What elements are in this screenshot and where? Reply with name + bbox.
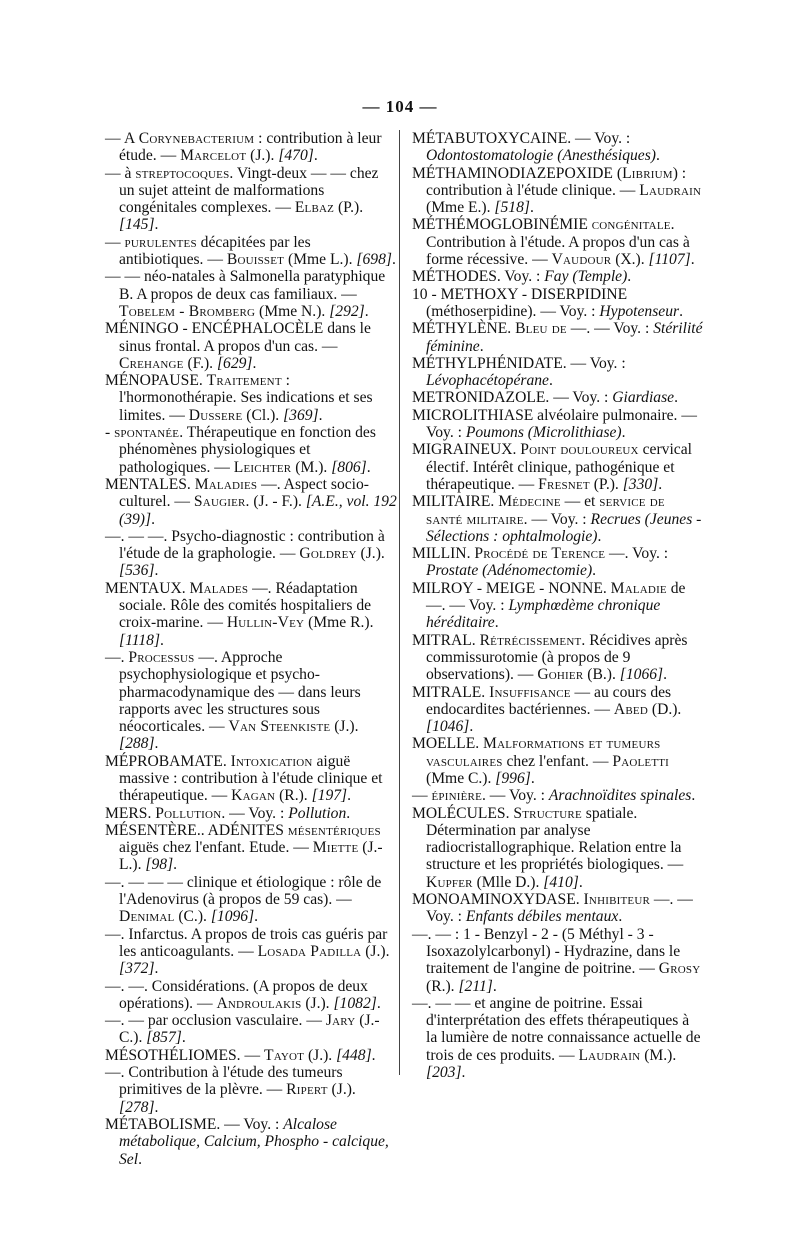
index-entry (105, 926, 397, 978)
entry-text: (Mme L.). (284, 251, 357, 269)
entry-text: —. Contribution à l'étude des tumeurs primitives de la plèvre. — (105, 1064, 343, 1099)
small-caps-text: Leichter (233, 458, 292, 476)
entry-text: (M.). (291, 458, 332, 476)
small-caps-text: Elbaz (294, 199, 335, 217)
entry-text: (J.). (361, 942, 390, 960)
entry-text: . (J. - F.). (245, 493, 306, 511)
entry-text: —. Aspect socio-culturel. — (119, 475, 369, 511)
entry-text: MILITAIRE. (412, 493, 499, 511)
italic-text: Recrues (Jeunes - Sélections : ophtalmologie) (426, 510, 702, 545)
entry-text: décapitées par les antibiotiques. — (119, 233, 311, 269)
entry-text: spatiale. Détermination par analyse radiocristallographique. Relation entre la structure et les propriétés biologiques. — (426, 804, 684, 874)
small-caps-text: Point douloureux (520, 441, 639, 459)
entry-text: (R.). (426, 977, 459, 995)
entry-text: . (663, 666, 668, 684)
italic-text: [372] (119, 960, 155, 978)
small-caps-text: congénitale (591, 216, 671, 234)
entry-text: aiguë massive : contribution à l'étude clinique et thérapeutique. — (119, 752, 383, 805)
italic-text: [369] (283, 406, 319, 424)
italic-text: [1066] (619, 666, 664, 684)
small-caps-text: mésentériques (287, 821, 381, 839)
small-caps-text: Tobelem - Bromberg (119, 302, 256, 320)
small-caps-text: Maladie (610, 579, 667, 597)
small-caps-text: Losada Padilla (257, 942, 362, 960)
italic-text: Pollution (288, 804, 347, 822)
index-entry (412, 493, 704, 545)
entry-text: METRONIDAZOLE. — Voy. : (412, 389, 613, 407)
entry-text: MICROLITHIASE alvéolaire pulmonaire. — Voy. : (412, 406, 697, 442)
small-caps-text: Hullin-Vey (226, 614, 305, 632)
entry-text: —. Approche psychophysiologique et psycho-pharmacodynamique des — dans leurs rapports avec les structures sous néocorticales. — (119, 648, 361, 736)
italic-text: [292] (329, 302, 365, 320)
small-caps-text: — A (105, 130, 139, 147)
italic-text: [A.E., vol. 192 (39)] (119, 493, 397, 528)
index-entry (412, 926, 704, 995)
entry-text: . — Voy. : (221, 804, 289, 822)
entry-text: (J.-L.). (119, 839, 383, 874)
small-caps-text: Van Steenkiste (228, 718, 331, 736)
small-caps-text: Intoxication (230, 752, 313, 770)
index-entry (412, 441, 704, 493)
index-entry (412, 268, 704, 285)
small-caps-text: Dussere (188, 406, 243, 424)
index-entry (105, 234, 397, 269)
italic-text: [536] (119, 562, 155, 580)
small-caps-text: spontanée (114, 424, 180, 442)
entry-text: —. — : 1 - Benzyl - 2 - (5 Méthyl - 3 - Isoxazolylcarbonyl) - Hydrazine, dans le traitement de l'angine de poitrine. — (412, 925, 681, 978)
entry-text: MILLIN. (412, 545, 475, 563)
small-caps-text: Denimal (119, 908, 175, 926)
entry-text: —. — — — clinique et étiologique : rôle de l'Adenovirus (à propos de 59 cas). — (105, 873, 382, 909)
italic-text: [410] (543, 873, 579, 891)
entry-text: . (618, 908, 623, 926)
small-caps-text: Goldrey (299, 545, 357, 563)
entry-text: (Mme E.). (426, 199, 495, 217)
italic-text: Alcalose métabolique, Calcium, Phospho - calcique, Sel (119, 1115, 389, 1168)
small-caps-text: Maladies (194, 475, 258, 493)
small-caps-text: Malades (189, 579, 249, 597)
index-entry (412, 580, 704, 632)
index-entry (412, 216, 704, 268)
entry-text: . — Voy. : (481, 787, 549, 805)
entry-text: MÉTHÉMOGLOBINÉMIE (412, 216, 592, 234)
entry-text: —. (105, 648, 129, 666)
entry-text: . (138, 1150, 142, 1168)
entry-text: —. — Voy. : (426, 891, 693, 926)
entry-text: (J.). (330, 718, 359, 736)
index-entry (412, 787, 704, 804)
italic-text: [145] (119, 216, 155, 234)
index-entry (105, 874, 397, 926)
small-caps-text: Kupfer (426, 873, 473, 891)
entry-text: (C.). (174, 908, 211, 926)
italic-text: Stérilité féminine (426, 320, 703, 355)
index-entry (412, 165, 704, 217)
italic-text: Fay (Temple) (544, 268, 628, 286)
entry-text: . (252, 354, 257, 372)
entry-text: MILROY - MEIGE - NONNE. (412, 579, 611, 597)
entry-text: . Vingt-deux — — chez un sujet atteint de malformations congénitales complexes. — (119, 164, 379, 217)
small-caps-text: épinière (431, 787, 482, 805)
entry-text: 10 - METHOXY - DISERPIDINE (méthoserpidine). — Voy. : (412, 285, 628, 320)
italic-text: Arachnoïdites spinales (548, 787, 692, 805)
small-caps-text: Gohier (537, 666, 584, 684)
entry-text: MÉSENTÈRE.. ADÉNITES (105, 821, 288, 839)
entry-text: MÉNOPAUSE. (105, 372, 207, 390)
entry-text: . (530, 769, 535, 787)
entry-text: . (627, 268, 632, 286)
entry-text: MITRALE. (412, 683, 490, 701)
small-caps-text: streptocoques (135, 164, 230, 182)
entry-text: —. —. Considérations. (A propos de deux opérations). — (105, 977, 368, 1012)
entry-text: . (347, 787, 352, 805)
entry-text: —. — par occlusion vasculaire. — (105, 1012, 326, 1030)
left-column (105, 130, 397, 1168)
italic-text: [330] (622, 475, 659, 493)
entry-text: . (469, 718, 474, 736)
entry-text: (J.). (246, 147, 279, 165)
small-caps-text: Structure (513, 804, 582, 822)
index-entry (105, 1064, 397, 1116)
italic-text: [1046] (426, 718, 470, 736)
entry-text: . (578, 873, 583, 891)
italic-text: [278] (119, 1098, 155, 1116)
small-caps-text: Bleu de (515, 320, 567, 338)
index-entry (105, 165, 397, 234)
entry-text: . (494, 614, 499, 632)
index-entry (105, 320, 397, 372)
small-caps-text: Inhibiteur (583, 891, 650, 909)
column-divider (399, 130, 400, 1075)
entry-text: (Mme N.). (255, 302, 330, 320)
entry-text: —. Infarctus. A propos de trois cas guéris par les anticoagulants. — (105, 925, 388, 960)
entry-text: MENTAUX. (105, 579, 190, 597)
entry-text: . (529, 199, 534, 217)
entry-text: —. — — et angine de poitrine. Essai d'interprétation des effets thérapeutiques à la lumière de notre connaissance actuelle de trois de ces produits. — (412, 994, 701, 1064)
small-caps-text: Vaudour (551, 251, 612, 269)
entry-text: (B.). (583, 666, 620, 684)
entry-text: MERS. (105, 804, 156, 822)
entry-text: MÉPROBAMATE. (105, 752, 231, 770)
italic-text: [288] (119, 735, 155, 753)
small-caps-text: service de santé militaire (426, 493, 665, 528)
small-caps-text: Insuffisance (489, 683, 571, 701)
small-caps-text: Laudrain (578, 1046, 641, 1064)
entry-text: MITRAL. (412, 631, 480, 649)
small-caps-text: Laudrain (639, 181, 702, 199)
entry-text: (D.). (647, 700, 682, 718)
italic-text: Prostate (Adénomectomie) (426, 562, 593, 580)
italic-text: Odontostomatologie (Anesthésiques) (426, 147, 656, 165)
entry-text: (F.). (183, 354, 217, 372)
entry-text: (J.). (356, 545, 385, 563)
entry-text: (P.). (334, 199, 364, 217)
italic-text: [1082] (333, 994, 377, 1012)
index-entry (105, 528, 397, 580)
small-caps-text: Crehange (119, 354, 184, 372)
entry-text: MÉTHAMINODIAZEPOXIDE ( (412, 164, 623, 182)
entry-text: . (364, 302, 369, 320)
entry-text: de —. — Voy. : (426, 579, 686, 615)
entry-text: . (658, 475, 663, 493)
index-entry (105, 1047, 397, 1064)
italic-text: [857] (146, 1029, 182, 1047)
index-entry (412, 632, 704, 684)
small-caps-text: Corynebacterium (138, 130, 255, 147)
small-caps-text: Bouisset (226, 251, 285, 269)
entry-text: cervical électif. Intérêt clinique, pathogénique et thérapeutique. — (426, 441, 692, 493)
index-entry (412, 995, 704, 1081)
small-caps-text: Librium (622, 164, 673, 182)
italic-text: [203] (426, 1064, 462, 1082)
entry-text: MÉTHODES. Voy. : (412, 268, 545, 286)
italic-text: [518] (494, 199, 530, 217)
italic-text: Hypotenseur (599, 302, 680, 320)
index-entry (412, 891, 704, 926)
index-entry (412, 545, 704, 580)
index-entry (412, 407, 704, 442)
entry-text: . (173, 856, 178, 874)
entry-text: : l'hormonothérapie. Ses indications et ses limites. — (119, 372, 373, 424)
italic-text: [996] (495, 769, 531, 787)
small-caps-text: Malformations et tumeurs vasculaires (426, 735, 661, 770)
entry-text: (Mme R.). (304, 614, 374, 632)
italic-text: Giardiase (612, 389, 675, 407)
entry-text: — (105, 233, 125, 251)
entry-text: . (679, 302, 683, 320)
entry-text: (J.-C.). (119, 1012, 380, 1047)
index-entry (105, 1116, 397, 1168)
index-entry (412, 735, 704, 787)
small-caps-text: Jary (325, 1012, 356, 1030)
small-caps-text: Saugier (193, 493, 246, 511)
entry-text: MÉTABOLISME. — Voy. : (105, 1115, 284, 1133)
small-caps-text: Processus (128, 648, 195, 666)
index-entry (412, 684, 704, 736)
entry-text: — et (560, 493, 600, 511)
entry-text: MONOAMINOXYDASE. (412, 891, 584, 909)
index-entry (412, 320, 704, 355)
entry-text: (J.). (304, 1046, 337, 1064)
entry-text: : contribution à leur étude. — (119, 130, 382, 165)
small-caps-text: Pollution (155, 804, 222, 822)
page-number: — 104 — (362, 97, 438, 116)
entry-text: — (412, 787, 432, 805)
entry-text: . Récidives après commissurotomie (à propos de 9 observations). — (426, 631, 688, 684)
entry-text: (Cl.). (242, 406, 284, 424)
entry-text: . — Voy. : (523, 510, 591, 528)
index-entry (105, 476, 397, 528)
entry-text: MÉSOTHÉLIOMES. — (105, 1046, 264, 1064)
entry-text: . (154, 1098, 159, 1116)
small-caps-text: Traitement (206, 372, 282, 390)
italic-text: [698] (356, 251, 392, 269)
entry-text: — — néo-natales à Salmonella paratyphique B. A propos de deux cas familiaux. — (105, 268, 386, 303)
index-entry (105, 649, 397, 753)
entry-text: (Mlle D.). (472, 873, 544, 891)
entry-text: . (621, 424, 626, 442)
entry-text: . (492, 977, 497, 995)
entry-text: (P.). (589, 475, 623, 493)
italic-text: Enfants débiles mentaux (465, 908, 619, 926)
entry-text: MOLÉCULES. (412, 804, 514, 822)
index-entry (105, 753, 397, 805)
entry-text: (J.). (301, 994, 334, 1012)
italic-text: [629] (216, 354, 253, 372)
small-caps-text: Médecine (498, 493, 561, 511)
entry-text: . (479, 337, 484, 355)
entry-text: . (151, 510, 155, 528)
italic-text: [1096] (210, 908, 255, 926)
italic-text: Lymphœdème chronique héréditaire (426, 597, 661, 632)
small-caps-text: Miette (312, 839, 359, 857)
italic-text: [98] (145, 856, 174, 874)
entry-text: —. — —. Psycho-diagnostic : contribution à l'étude de la graphologie. — (105, 527, 385, 563)
small-caps-text: Androulakis (216, 994, 302, 1012)
entry-text: - (105, 424, 115, 442)
entry-text: —. — Voy. : (566, 320, 654, 338)
italic-text: [197] (311, 787, 348, 805)
small-caps-text: Ripert (286, 1081, 328, 1099)
entry-text: . (391, 251, 396, 269)
small-caps-text: Paoletti (612, 752, 670, 770)
entry-text: . (548, 372, 553, 390)
italic-text: [470] (278, 147, 314, 165)
entry-text: . (691, 787, 696, 805)
entry-text: chez l'enfant. — (502, 752, 613, 770)
small-caps-text: Tayot (263, 1046, 305, 1064)
entry-text: . (376, 994, 381, 1012)
entry-text: . Contribution à l'étude. A propos d'un cas à forme récessive. — (426, 216, 690, 269)
entry-text: MÉTHYLÈNE. (412, 320, 516, 338)
entry-text: . (366, 458, 371, 476)
small-caps-text: Fresnet (538, 475, 590, 493)
entry-text: MOELLE. (412, 735, 484, 753)
entry-text: . (181, 1029, 186, 1047)
index-entry (412, 355, 704, 390)
entry-text: . (690, 251, 695, 269)
entry-text: . (461, 1064, 466, 1082)
italic-text: [448] (336, 1046, 372, 1064)
index-entry (105, 580, 397, 649)
small-caps-text: Kagan (231, 787, 276, 805)
entry-text: ) : contribution à l'étude clinique. — (426, 164, 687, 199)
entry-text: (X.). (611, 251, 649, 269)
index-entry (105, 424, 397, 476)
entry-text: . (154, 960, 159, 978)
entry-text: . (655, 147, 660, 165)
entry-text: (R.). (275, 787, 312, 805)
entry-text: — au cours des endocardites bactériennes. — (426, 683, 672, 718)
entry-text: MIGRAINEUX. (412, 441, 521, 459)
index-entry (412, 389, 704, 406)
entry-text: . (592, 562, 597, 580)
small-caps-text: Marcelot (180, 147, 247, 165)
index-entry (412, 130, 704, 165)
index-entry (105, 372, 397, 424)
entry-text: (Mme C.). (426, 769, 496, 787)
entry-text: MENTALES. (105, 475, 195, 493)
entry-text: . (371, 1046, 376, 1064)
italic-text: [211] (458, 977, 493, 995)
entry-text: . Thérapeutique en fonction des phénomènes physiologiques et pathologiques. — (119, 424, 376, 476)
entry-text: . (346, 804, 351, 822)
italic-text: [1107] (648, 251, 691, 269)
entry-text: MÉTHYLPHÉNIDATE. — Voy. : (412, 354, 626, 372)
entry-text: . (597, 527, 602, 545)
entry-text: . (154, 216, 159, 234)
entry-text: . (318, 406, 323, 424)
italic-text: Poumons (Microlithiase) (465, 424, 622, 442)
index-entry (412, 286, 704, 321)
small-caps-text: Grosy (658, 960, 701, 978)
small-caps-text: purulentes (124, 233, 197, 251)
small-caps-text: Procédé de Terence (474, 545, 606, 563)
index-entry (412, 805, 704, 891)
entry-text: . (313, 147, 318, 165)
index-entry (105, 1012, 397, 1047)
entry-text: . (154, 562, 159, 580)
entry-text: aiguës chez l'enfant. Etude. — (119, 839, 313, 857)
entry-text: (J.). (327, 1081, 356, 1099)
italic-text: [806] (331, 458, 367, 476)
entry-text: —. Réadaptation sociale. Rôle des comités hospitaliers de croix-marine. — (119, 579, 372, 632)
right-column (412, 130, 704, 1081)
index-entry (105, 130, 397, 165)
index-entry (105, 805, 397, 822)
entry-text: . (254, 908, 259, 926)
entry-text: —. Voy. : (605, 545, 669, 563)
entry-text: MÉNINGO - ENCÉPHALOCÈLE dans le sinus frontal. A propos d'un cas. — (105, 320, 371, 355)
entry-text: MÉTABUTOXYCAINE. — Voy. : (412, 130, 631, 147)
italic-text: Lévophacétopérane (426, 372, 549, 390)
index-entry (105, 978, 397, 1013)
entry-text: . (160, 631, 164, 649)
italic-text: [1118] (119, 631, 161, 649)
entry-text: . (674, 389, 678, 407)
small-caps-text: Abed (613, 700, 648, 718)
entry-text: — à (105, 164, 136, 182)
entry-text: (M.). (640, 1046, 677, 1064)
small-caps-text: Rétrécissement (479, 631, 582, 649)
index-entry (105, 822, 397, 874)
entry-text: . (154, 735, 159, 753)
index-entry (105, 268, 397, 320)
